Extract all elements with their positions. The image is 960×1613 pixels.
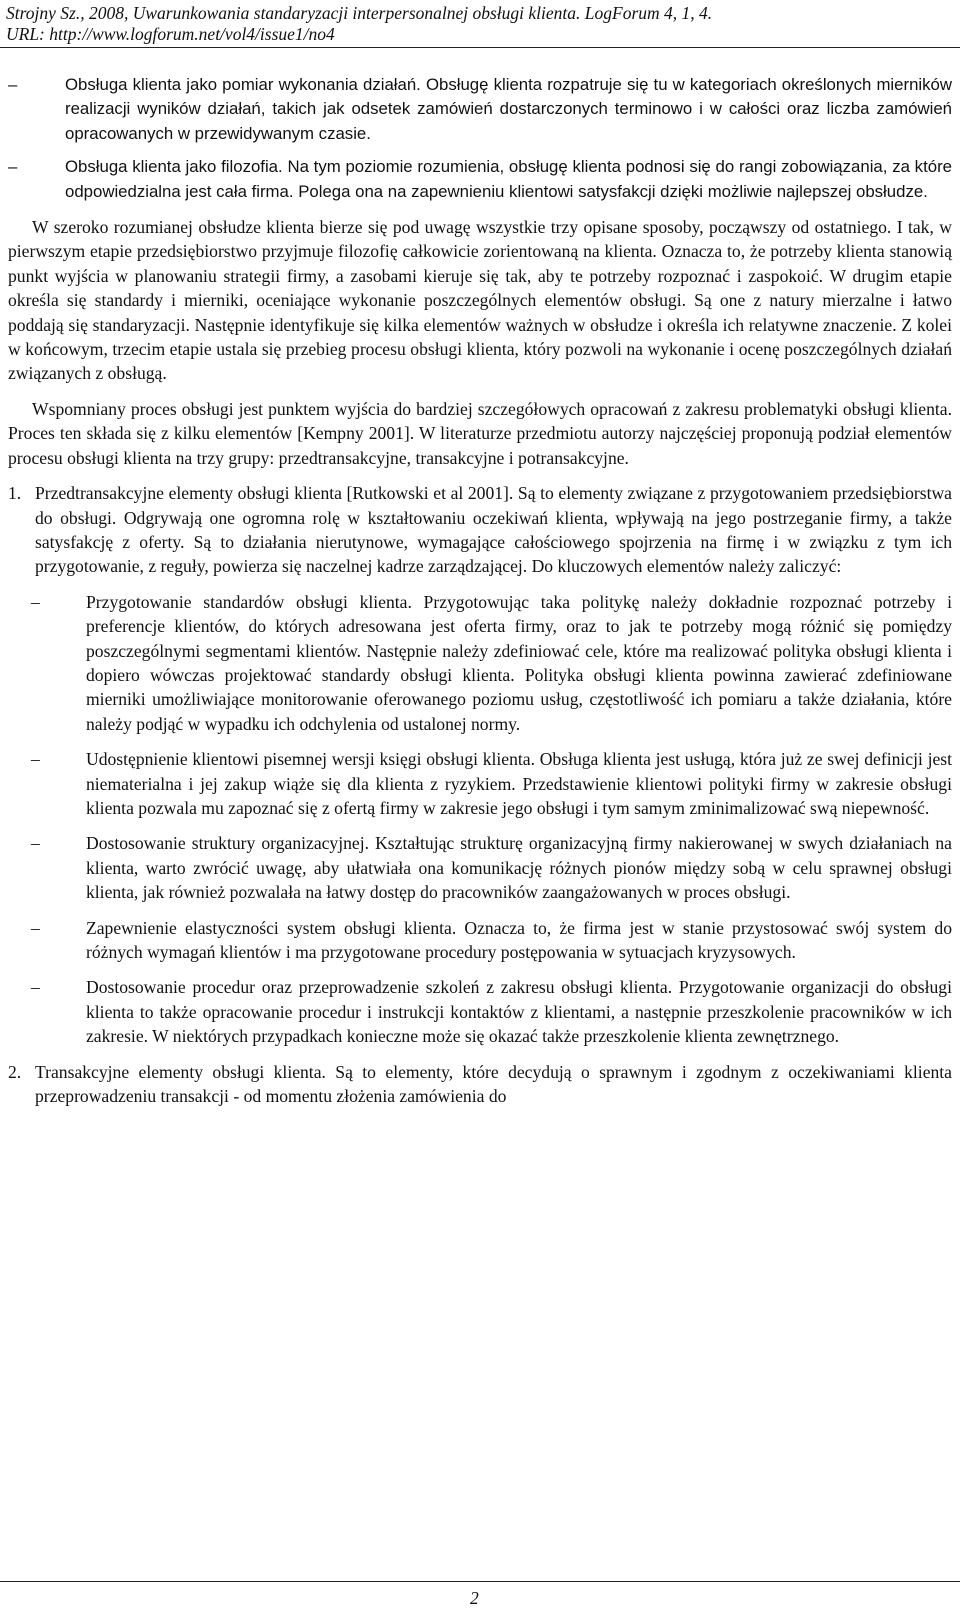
- bullet-text: Obsługa klienta jako filozofia. Na tym poziomie rozumienia, obsługę klienta podnosi się do rangi zobowiązania, za które odpowiedzialna jest cała firma. Polega ona na zapewnieniu klientowi satysfakcji dzięki możliwie najlepszej obsłudze.: [65, 157, 952, 201]
- paragraph: W szeroko rozumianej obsłudze klienta bierze się pod uwagę wszystkie trzy opisane sposoby, począwszy od ostatniego. I tak, w pierwszym etapie przedsiębiorstwo przyjmuje filozofię całkowicie zorientowaną na klienta. Oznacza to, że potrzeby klienta stanowią punkt wyjścia w planowaniu strategii firmy, a zasobami kieruje się tak, aby te potrzeby rozpoznać i zaspokoić. W drugim etapie określa się standardy i mierniki, oceniające wykonanie poszczególnych elementów obsługi. Są one z natury mierzalne i łatwo poddają się standaryzacji. Następnie identyfikuje się kilka elementów ważnych w obsłudze i określa ich relatywne znaczenie. Z kolei w końcowym, trzecim etapie ustala się przebieg procesu obsługi klienta, który pozwoli na wykonanie i ocenę poszczególnych działań związanych z obsługą.: [8, 217, 952, 384]
- bullet-item: [8, 73, 952, 146]
- sub-bullet-text: Dostosowanie struktury organizacyjnej. Kształtując strukturę organizacyjną firmy nakierowanej w swych działaniach na klienta, warto zwrócić uwagę, aby ułatwiała ona komunikację różnych pionów między sobą w celu sprawnej obsługi klienta, jak również pozwalała na łatwy dostęp do pracowników zaangażowanych w proces obsługi.: [86, 833, 952, 903]
- sub-bullet-text: Przygotowanie standardów obsługi klienta. Przygotowując taka politykę należy dokładnie rozpoznać potrzeby i preferencje klientów, do których adresowana jest oferta firmy, oraz to jak te potrzeby mogą różnić się pomiędzy poszczególnymi segmentami klientów. Następnie należy zdefiniować cele, które ma realizować polityka obsługi klienta i dopiero wówczas projektować standardy obsługi klienta. Polityka obsługi klienta powinna zawierać zdefiniowane mierniki umożliwiające monitorowanie oferowanego poziomu usług, częstotliwość ich pomiaru a także działania, które należy podjąć w wypadku ich odchylenia od ustalonej normy.: [86, 591, 952, 734]
- sub-bullet-item: [8, 590, 952, 736]
- footer-divider: [0, 1581, 960, 1582]
- running-header: [6, 3, 946, 45]
- bullet-text: Obsługa klienta jako pomiar wykonania działań. Obsługę klienta rozpatruje się tu w kategoriach określonych mierników realizacji wyników działań, takich jak odsetek zamówień dostarczonych terminowo i w całości oraz liczba zamówień opracowanych w przewidywanym czasie.: [65, 75, 952, 143]
- numbered-item: [8, 1060, 952, 1109]
- dash-marker: –: [8, 157, 18, 177]
- dash-marker: –: [31, 833, 40, 854]
- numbered-item: [8, 481, 952, 579]
- header-citation: Strojny Sz., 2008, Uwarunkowania standaryzacji interpersonalnej obsługi klienta. LogForum 4, 1, 4.: [6, 3, 713, 23]
- sub-bullet-item: [8, 747, 952, 820]
- sub-bullet-text: Udostępnienie klientowi pisemnej wersji księgi obsługi klienta. Obsługa klienta jest usługą, która już ze swej definicji jest niematerialna i jej zakup wiąże się dla klienta z ryzykiem. Przedstawienie klientowi polityki firmy w zakresie obsługi klienta pozwala mu zapoznać się z ofertą firmy w zakresie jego obsługi i tym samym zminimalizować swą niepewność.: [86, 749, 952, 818]
- paragraph: Wspomniany proces obsługi jest punktem wyjścia do bardziej szczegółowych opracowań z zakresu problematyki obsługi klienta. Proces ten składa się z kilku elementów [Kempny 2001]. W literaturze przedmiotu autorzy najczęściej proponują podział elementów procesu obsługi klienta na trzy grupy: przedtransakcyjne, transakcyjne i potransakcyjne.: [8, 398, 952, 468]
- page-number: 2: [470, 1588, 479, 1608]
- sub-bullet-item: [8, 916, 952, 965]
- dash-marker: –: [8, 75, 18, 94]
- sub-bullet-item: [8, 975, 952, 1048]
- item-number: 2.: [8, 1061, 22, 1082]
- numbered-item-text: Przedtransakcyjne elementy obsługi klienta [Rutkowski et al 2001]. Są to elementy związane z przygotowaniem przedsiębiorstwa do obsługi. Odgrywają one ogromna rolę w kształtowaniu oczekiwań klienta, wpływają na jego postrzeganie firmy, a także satysfakcję z oferty. Są to działania nierutynowe, wymagające całościowego spojrzenia na firmę i w związku z tym ich przygotowanie, z reguły, powierza się naczelnej kadrze zarządzającej. Do kluczowych elementów należy zaliczyć:: [35, 483, 952, 577]
- sub-bullet-text: Dostosowanie procedur oraz przeprowadzenie szkoleń z zakresu obsługi klienta. Przygotowanie organizacji do obsługi klienta to także opracowanie procedur i instrukcji kontaktów z klientami, a następnie przeszkolenie pracowników w ich zakresie. W niektórych przypadkach konieczne może się okazać także przeszkolenie klienta zewnętrznego.: [86, 977, 952, 1047]
- sub-bullet-text: Zapewnienie elastyczności system obsługi klienta. Oznacza to, że firma jest w stanie przystosować swój system do różnych wymagań klientów i ma przygotowane procedury postępowania w sytuacjach kryzysowych.: [86, 917, 952, 962]
- numbered-item-text: Transakcyjne elementy obsługi klienta. Są to elementy, które decydują o sprawnym i zgodnym z oczekiwaniami klienta przeprowadzeniu transakcji - od momentu złożenia zamówienia do: [35, 1061, 952, 1107]
- bullet-item: [8, 155, 952, 204]
- header-url: URL: http://www.logforum.net/vol4/issue1/no4: [6, 24, 335, 44]
- dash-marker: –: [31, 917, 40, 938]
- dash-marker: –: [31, 591, 40, 612]
- sub-bullet-item: [8, 831, 952, 904]
- header-divider: [0, 47, 960, 48]
- dash-marker: –: [31, 977, 40, 998]
- body-text: [8, 73, 952, 1108]
- item-number: 1.: [8, 483, 22, 504]
- dash-marker: –: [31, 749, 40, 770]
